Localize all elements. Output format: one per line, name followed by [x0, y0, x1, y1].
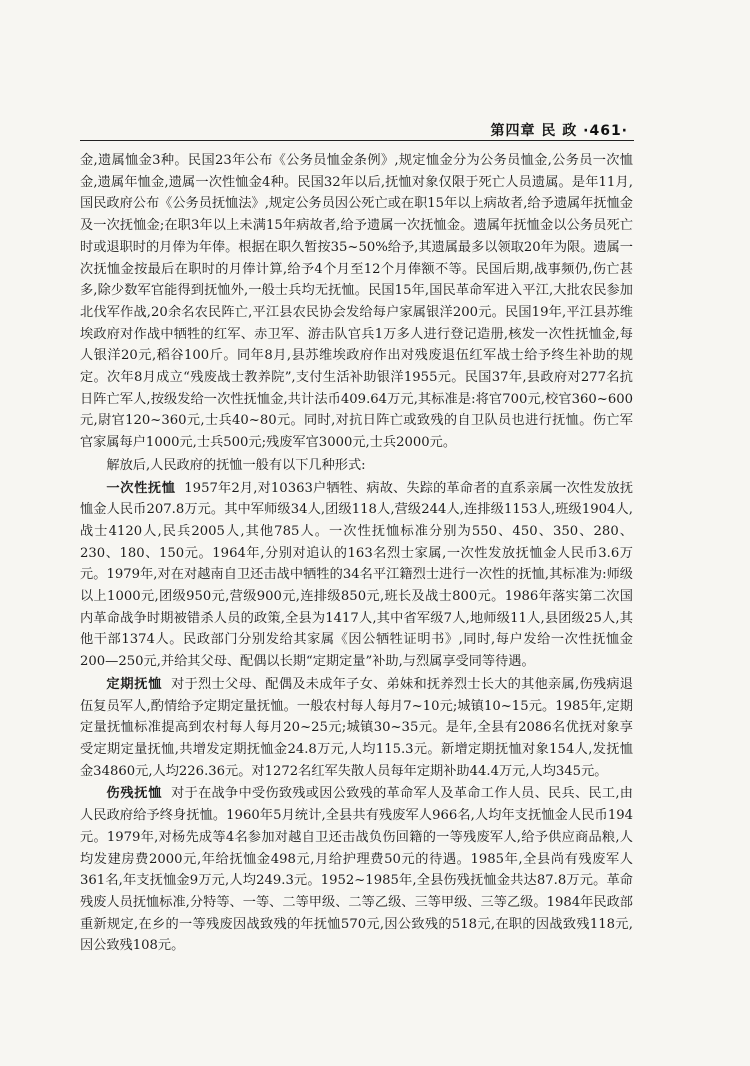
paragraph-text: 解放后,人民政府的抚恤一般有以下几种形式:	[106, 457, 366, 473]
header-rule	[80, 140, 634, 141]
running-header: 第四章 民 政 ·461·	[490, 123, 628, 139]
paragraph-text: 对于在战争中受伤致残或因公致残的革命军人及革命工作人员、民兵、民工,由人民政府给予终身抚恤。1960年5月统计,全县共有残废军人966名,人均年支抚恤金人民币194元。1979年,对杨先成等4名参加对越自卫还击战负伤回籍的一等残废军人,给予供应商品粮,人均发建房费2000元,年给抚恤金498元,月给护理费50元的待遇。1985年,全县尚有残废军人361名,年支抚恤金9万元,人均249.3元。1952~1985年,全县伤残抚恤金共达87.8万元。革命残废人员抚恤标准,分特等、一等、二等甲级、二等乙级、三等甲级、三等乙级。1984年民政部重新规定,在乡的一等残废因战致残的年抚恤570元,因公致残的518元,在职的因战致残118元,因公致残108元。	[80, 786, 633, 954]
paragraph-disability	[80, 783, 633, 957]
section-lead-disability: 伤残抚恤	[106, 786, 163, 802]
paragraph-text: 金,遗属恤金3种。民国23年公布《公务员恤金条例》,规定恤金分为公务员恤金,公务员一次恤金,遗属年恤金,遗属一次性恤金4种。民国32年以后,抚恤对象仅限于死亡人员遗属。是年11月,国民政府公布《公务员抚恤法》,规定公务员因公死亡或在职15年以上病故者,给予遗属年抚恤金及一次抚恤金;在职3年以上未满15年病故者,给予遗属一次抚恤金。遗属年抚恤金以公务员死亡时或退职时的月俸为年俸。根据在职久暂按35~50%给予,其遗属最多以领取20年为限。遗属一次抚恤金按最后在职时的月俸计算,给予4个月至12个月俸额不等。民国后期,战事频仍,伤亡甚多,除少数军官能得到抚恤外,一般士兵均无抚恤。民国15年,国民革命军进入平江,大批农民参加北伐军作战,20余名农民阵亡,平江县农民协会发给每户家属银洋200元。民国19年,平江县苏维埃政府对作战中牺牲的红军、赤卫军、游击队官兵1万多人进行登记造册,核发一次性抚恤金,每人银洋20元,稻谷100斤。同年8月,县苏维埃政府作出对残废退伍红军战士给予终生补助的规定。次年8月成立“残废战士教养院”,支付生活补助银洋1955元。民国37年,县政府对277名抗日阵亡军人,按级发给一次性抚恤金,共计法币409.64万元,其标准是:将官700元,校官360~600元,尉官120~360元,士兵40~80元。同时,对抗日阵亡或致残的自卫队员也进行抚恤。伤亡军官家属每户1000元,士兵500元;残废军官3000元,士兵2000元。	[80, 153, 633, 451]
paragraph-2	[80, 455, 633, 477]
paragraph-text: 对于烈士父母、配偶及未成年子女、弟妹和抚养烈士长大的其他亲属,伤残病退伍复员军人,酌情给予定期定量抚恤。一般农村每人每月7~10元;城镇10~15元。1985年,定期定量抚恤标准提高到农村每人每月20~25元;城镇30~35元。是年,全县有2086名优抚对象享受定期定量抚恤,共增发定期抚恤金24.8万元,人均115.3元。新增定期抚恤对象154人,发抚恤金34860元,人均226.36元。对1272名红军失散人员每年定期补助44.4万元,人均345元。	[80, 676, 633, 779]
section-lead-periodic: 定期抚恤	[106, 676, 163, 692]
paragraph-periodic	[80, 674, 633, 783]
paragraph-1	[80, 150, 633, 454]
paragraph-lump-sum	[80, 478, 633, 673]
section-lead-lump-sum: 一次性抚恤	[106, 480, 176, 496]
body-text	[80, 150, 633, 957]
paragraph-text: 1957年2月,对10363户牺牲、病故、失踪的革命者的直系亲属一次性发放抚恤金人民币207.8万元。其中军师级34人,团级118人,营级244人,连排级1153人,班级1904人,战士4120人,民兵2005人,其他785人。一次性抚恤标准分别为550、450、350、280、230、180、150元。1964年,分别对追认的163名烈士家属,一次性发放抚恤金人民币3.6万元。1979年,对在对越南自卫还击战中牺牲的34名平江籍烈士进行一次性的抚恤,其标准为:师级以上1000元,团级950元,营级900元,连排级850元,班长及战士800元。1986年落实第二次国内革命战争时期被错杀人员的政策,全县为1417人,其中省军级7人,地师级11人,县团级25人,其他干部1374人。民政部门分别发给其家属《因公牺牲证明书》,同时,每户发给一次性抚恤金200—250元,并给其父母、配偶以长期“定期定量”补助,与烈属享受同等待遇。	[80, 480, 634, 670]
